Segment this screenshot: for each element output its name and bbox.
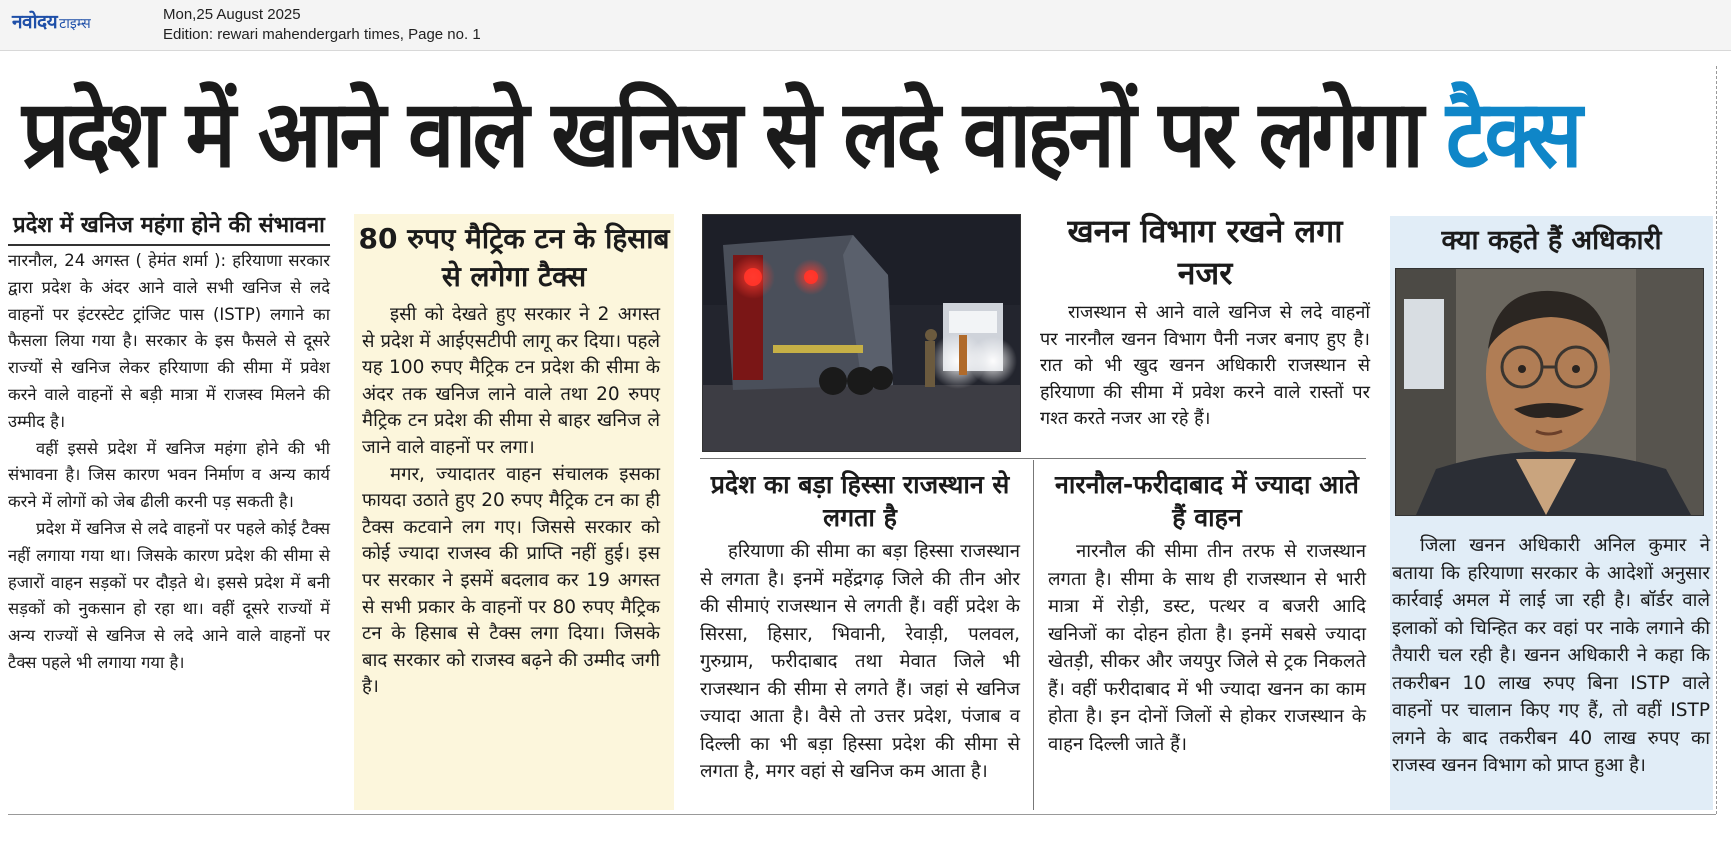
col4-para: हरियाणा की सीमा का बड़ा हिस्सा राजस्थान से लगता है। इनमें महेंद्रगढ़ जिले की तीन ओर की सीमाएं राजस्थान से लगती हैं। वहीं प्रदेश के सिरसा, हिसार, भिवानी, रेवाड़ी, पलवल, गुरुग्राम, फरीदाबाद तथा मेवात जिले भी राजस्थान की सीमा से लगते हैं। जहां से खनिज ज्यादा आता है। वैसे तो उत्तर प्रदेश, पंजाब व दिल्ली का भी बड़ा हिस्सा प्रदेश की सीमा से लगता है, मगर वहां से खनिज कम आता है।: [700, 541, 1020, 782]
logo-sub-text: टाइम्स: [59, 16, 91, 32]
headline-accent: टैक्स: [1445, 80, 1579, 188]
col3-para: राजस्थान से आने वाले खनिज से लदे वाहनों पर नारनौल खनन विभाग पैनी नजर बनाए हुए है। रात को भी खुद खनन अधिकारी राजस्थान से हरियाणा की सीमा में प्रवेश करने वाले रास्तों पर गश्त करते नजर आ रहे हैं।: [1040, 302, 1370, 429]
col6-heading: क्या कहते हैं अधिकारी: [1441, 225, 1662, 256]
column-4: [700, 468, 1020, 786]
col3-body: [1040, 294, 1370, 433]
page-bottom-rule: [8, 814, 1716, 815]
issue-date: Mon,25 August 2025: [163, 6, 301, 23]
col2-body: [354, 296, 674, 701]
column-1: [8, 210, 330, 810]
col4-heading: प्रदेश का बड़ा हिस्सा राजस्थान से लगता है: [710, 470, 1010, 532]
col1-heading: प्रदेश में खनिज महंगा होने की संभावना: [8, 210, 330, 246]
col1-body: [8, 248, 330, 677]
main-headline: [22, 64, 1579, 204]
issue-meta: [163, 5, 481, 45]
col4-body: [700, 534, 1020, 786]
truck-photo-drawing: [703, 215, 1020, 451]
col1-para-3: प्रदेश में खनिज से लदे वाहनों पर पहले कोई टैक्स नहीं लगाया गया था। जिसके कारण प्रदेश की सीमा से हजारों वाहन सड़कों पर दौड़ते थे। इससे प्रदेश में बनी सड़कों को नुकसान हो रहा था। वहीं दूसरे राज्यों में अन्य राज्यों से खनिज से लदे आने वाले वाहनों पर टैक्स पहले भी लगाया गया है।: [8, 518, 330, 672]
top-bar: [0, 0, 1731, 51]
col2-para-2: मगर, ज्यादातर वाहन संचालक इसका फायदा उठाते हुए 20 रुपए मैट्रिक टन का ही टैक्स कटवाने लग गए। जिससे सरकार को कोई ज्यादा राजस्व की प्राप्ति नहीं हुई। इस पर सरकार ने इसमें बदलाव कर 19 अगस्त से सभी प्रकार के वाहनों पर 80 रुपए मैट्रिक टन के हिसाब से टैक्स लगा दिया। जिसके बाद सरकार को राजस्व बढ़ने की उम्मीद जगी है।: [362, 463, 660, 698]
headline-main: प्रदेश में आने वाले खनिज से लदे वाहनों पर लगेगा: [22, 80, 1446, 188]
section-divider-vertical: [1033, 460, 1034, 810]
col2-heading: 80 रुपए मैट्रिक टन के हिसाब से लगेगा टैक्स: [358, 222, 670, 293]
section-divider-horizontal: [700, 458, 1366, 459]
column-3: [1040, 210, 1370, 433]
publication-logo[interactable]: [12, 8, 91, 36]
officer-photo[interactable]: [1395, 268, 1704, 516]
col1-para-2: वहीं इससे प्रदेश में खनिज महंगा होने की भी संभावना है। जिस कारण भवन निर्माण व अन्य कार्य करने में लोगों को जेब ढीली करनी पड़ सकती है।: [8, 438, 330, 512]
col6-para: जिला खनन अधिकारी अनिल कुमार ने बताया कि हरियाणा सरकार के आदेशों अनुसार कार्रवाई अमल में लाई जा रही है। बॉर्डर वाले इलाकों को चिन्हित कर वहां पर नाके लगाने की तैयारी चल रही है। खनन अधिकारी ने कहा कि तकरीबन 10 लाख रुपए बिना ISTP वाले वाहनों पर चालान किए गए हैं, तो वहीं ISTP लगने के बाद तकरीबन 40 लाख रुपए का राजस्व खनन विभाग को प्राप्त हुआ है।: [1392, 535, 1710, 776]
col5-heading: नारनौल-फरीदाबाद में ज्यादा आते हैं वाहन: [1055, 470, 1359, 532]
col5-para: नारनौल की सीमा तीन तरफ से राजस्थान लगता है। सीमा के साथ ही राजस्थान से भारी मात्रा में रोड़ी, डस्ट, पत्थर व बजरी आदि खनिजों का दोहन होता है। इनमें सबसे ज्यादा खेतड़ी, सीकर और जयपुर जिले से ट्रक निकलते हैं। वहीं फरीदाबाद में भी ज्यादा खनन का काम होता है। इन दोनों जिलों से होकर राजस्थान के वाहन दिल्ली जाते हैं।: [1048, 541, 1366, 755]
col3-heading: खनन विभाग रखने लगा नजर: [1067, 212, 1343, 292]
col2-para-1: इसी को देखते हुए सरकार ने 2 अगस्त से प्रदेश में आईएसटीपी लागू कर दिया। पहले यह 100 रुपए मैट्रिक टन प्रदेश की सीमा के अंदर तक खनिज लाने वाले तथा 20 रुपए मैट्रिक टन प्रदेश की सीमा से बाहर खनिज ले जाने वाले वाहनों पर लगा।: [362, 304, 660, 458]
officer-photo-drawing: [1396, 269, 1703, 515]
col1-para-1: नारनौल, 24 अगस्त ( हेमंत शर्मा ): हरियाणा सरकार द्वारा प्रदेश के अंदर आने वाले सभी खनिज से लदे वाहनों पर इंटरस्टेट ट्रांजिट पास (ISTP) लगाने का फैसला लिया गया है। सरकार के इस फैसले से दूसरे राज्यों से खनिज लेकर हरियाणा की सीमा में प्रवेश करने वाले वाहनों से बड़ी मात्रा में राजस्व मिलने की उम्मीद है।: [8, 251, 330, 431]
logo-main-text: नवोदय: [12, 11, 58, 33]
col6-body: [1392, 532, 1710, 780]
truck-photo[interactable]: [702, 214, 1021, 452]
page-right-border: [1716, 66, 1717, 814]
column-6: [1390, 216, 1713, 810]
column-5: [1048, 468, 1366, 758]
issue-edition: Edition: rewari mahendergarh times, Page no. 1: [163, 26, 481, 43]
column-2: [354, 214, 674, 810]
col5-body: [1048, 534, 1366, 758]
